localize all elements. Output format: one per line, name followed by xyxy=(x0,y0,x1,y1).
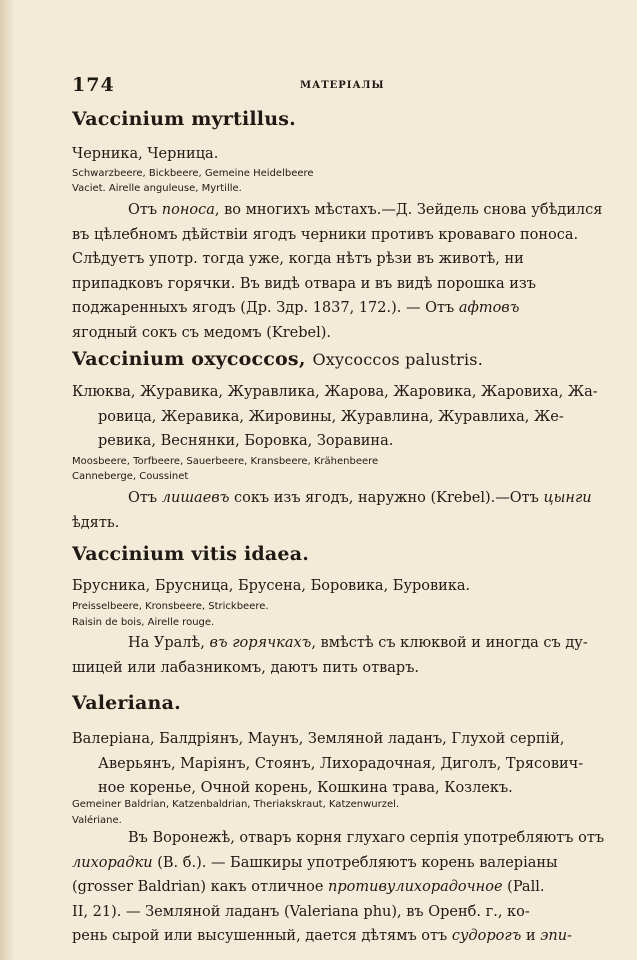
text-run: На Уралѣ, xyxy=(128,635,210,651)
text-line xyxy=(72,321,572,346)
text-run: афтовъ xyxy=(458,300,520,316)
text-run: , во многихъ мѣстахъ.—Д. Зейдель снова убѣдился xyxy=(214,202,603,218)
french-names: Raisin de bois, Airelle rouge. xyxy=(72,617,215,628)
entry-text xyxy=(72,486,592,535)
french-names: Vaciet. Airelle anguleuse, Myrtille. xyxy=(72,183,242,194)
page-header xyxy=(72,74,572,96)
russian-names-line: ровица, Жеравика, Жировины, Журавлина, Журавлиха, Же- xyxy=(98,408,564,425)
german-names: Preisselbeere, Kronsbeere, Strickbeere. xyxy=(72,601,269,612)
text-run: (Pall. xyxy=(502,879,545,895)
russian-names-line: ное коренье, Очной корень, Кошкина трава, Козлекъ. xyxy=(98,780,513,796)
text-line xyxy=(72,631,588,656)
text-line xyxy=(72,656,572,681)
text-run: поноса xyxy=(161,202,215,218)
entry-title: Valeriana. xyxy=(72,692,181,714)
text-run: Въ Воронежѣ, отваръ корня глухаго серпія употребляютъ отъ xyxy=(128,830,605,846)
entry-text xyxy=(72,826,605,949)
russian-names-line: Клюква, Журавика, Журавлика, Жарова, Жаровика, Жаровиха, Жа- xyxy=(72,384,598,400)
text-run: Отъ xyxy=(128,490,162,506)
russian-names xyxy=(72,727,584,801)
text-run: II, 21). — Земляной ладанъ (Valeriana phu), въ Оренб. г., ко- xyxy=(72,903,530,920)
text-run: припадковъ горячки. Въ видѣ отвара и въ видѣ порошка изъ xyxy=(72,275,536,292)
text-run: въ цѣлебномъ дѣйствіи ягодъ черники противъ кроваваго поноса. xyxy=(72,226,579,243)
russian-names: Брусника, Брусница, Брусена, Боровика, Буровика. xyxy=(72,578,471,594)
entry-text xyxy=(72,198,603,345)
text-run: цынги xyxy=(543,490,592,506)
text-line xyxy=(72,511,572,536)
russian-names xyxy=(72,380,598,454)
text-run: эпи- xyxy=(540,928,572,944)
text-run: въ горячкахъ xyxy=(209,635,312,651)
text-run: поджаренныхъ ягодъ (Др. Здр. 1837, 172.). — Отъ xyxy=(72,300,459,316)
text-run: и xyxy=(521,928,541,944)
text-run: противулихорадочное xyxy=(328,879,503,895)
text-run: Отъ xyxy=(128,202,162,218)
text-run: лишаевъ xyxy=(161,490,230,506)
russian-names-line: Аверьянъ, Маріянъ, Стоянъ, Лихорадочная, Диголъ, Трясович- xyxy=(98,755,584,772)
text-line xyxy=(72,900,572,925)
russian-names: Черника, Черница. xyxy=(72,146,219,162)
entry-title: Vaccinium myrtillus. xyxy=(72,108,296,130)
text-line xyxy=(72,296,572,321)
text-run: (В. б.). — Башкиры употребляютъ корень валеріаны xyxy=(152,854,558,871)
text-run: , вмѣстѣ съ клюквой и иногда съ ду- xyxy=(311,635,588,651)
text-line xyxy=(72,875,572,900)
text-run: рень сырой или высушенный, дается дѣтямъ отъ xyxy=(72,928,452,944)
french-names: Canneberge, Coussinet xyxy=(72,471,189,482)
text-run: судорогъ xyxy=(451,928,522,944)
russian-names-line: Валеріана, Балдріянъ, Маунъ, Земляной ладанъ, Глухой серпій, xyxy=(72,731,565,747)
text-run: сокъ изъ ягодъ, наружно (Krebel).—Отъ xyxy=(229,490,544,506)
german-names: Gemeiner Baldrian, Katzenbaldrian, Theriakskraut, Katzenwurzel. xyxy=(72,799,400,810)
text-line xyxy=(72,486,592,511)
text-run: лихорадки xyxy=(72,854,153,871)
text-line xyxy=(72,223,579,248)
text-run: шицей или лабазникомъ, даютъ пить отваръ. xyxy=(72,659,420,676)
entry-title: Vaccinium vitis idaea. xyxy=(72,543,310,565)
entry-text xyxy=(72,631,588,680)
text-line xyxy=(72,826,605,851)
text-run: ягодный сокъ съ медомъ (Krebel). xyxy=(72,324,331,341)
page-number: 174 xyxy=(72,74,115,96)
entry-title xyxy=(72,348,572,370)
text-line xyxy=(72,851,572,876)
german-names: Moosbeere, Torfbeere, Sauerbeere, Kransbeere, Krähenbeere xyxy=(72,456,379,467)
entry-title-synonym: Oxycoccos palustris. xyxy=(312,350,483,369)
french-names: Valériane. xyxy=(72,815,122,826)
running-title: МАТЕРІАЛЫ xyxy=(300,80,385,91)
text-line xyxy=(72,247,572,272)
text-line xyxy=(72,198,603,223)
text-run: Слѣдуетъ употр. тогда уже, когда нѣтъ рѣзи въ животѣ, ни xyxy=(72,251,524,267)
text-run: (grosser Baldrian) какъ отличное xyxy=(72,879,329,895)
german-names: Schwarzbeere, Bickbeere, Gemeine Heidelbeere xyxy=(72,168,314,179)
text-line xyxy=(72,272,572,297)
text-run: ѣдять. xyxy=(72,514,120,531)
entry-title-latin: Vaccinium oxycoccos, xyxy=(72,348,306,370)
text-line xyxy=(72,924,572,949)
russian-names-line: ревика, Веснянки, Боровка, Зоравина. xyxy=(98,433,394,449)
